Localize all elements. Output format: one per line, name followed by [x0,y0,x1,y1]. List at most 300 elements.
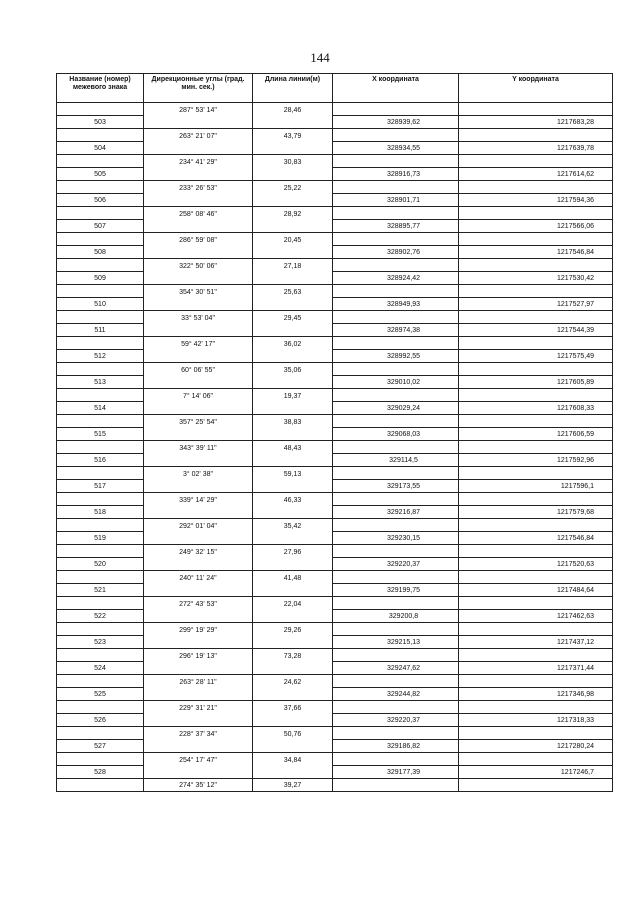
table-row-segment [57,571,613,584]
length-cell [253,376,333,389]
angle-cell: 59° 42' 17" [144,337,253,350]
angle-cell [144,532,253,545]
point-name-cell: 511 [57,324,144,337]
table-row-segment [57,181,613,194]
point-name-cell: 526 [57,714,144,727]
y-coordinate-cell [459,779,613,792]
y-coordinate-cell: 1217346,98 [459,688,613,701]
length-cell: 28,46 [253,103,333,116]
angle-cell: 33° 53' 04" [144,311,253,324]
x-coordinate-cell: 328902,76 [333,246,459,259]
angle-cell: 229° 31' 21" [144,701,253,714]
length-cell: 35,06 [253,363,333,376]
point-name-cell: 519 [57,532,144,545]
point-name-cell [57,337,144,350]
x-coordinate-cell: 329216,87 [333,506,459,519]
length-cell: 38,83 [253,415,333,428]
x-coordinate-cell [333,337,459,350]
angle-cell: 296° 19' 13" [144,649,253,662]
table-row-point [57,376,613,389]
angle-cell [144,428,253,441]
point-name-cell [57,597,144,610]
y-coordinate-cell [459,259,613,272]
x-coordinate-cell: 329173,55 [333,480,459,493]
length-cell [253,298,333,311]
point-name-cell [57,155,144,168]
table-row-segment [57,493,613,506]
x-coordinate-cell [333,311,459,324]
table-row-segment [57,363,613,376]
x-coordinate-cell: 329029,24 [333,402,459,415]
length-cell: 48,43 [253,441,333,454]
point-name-cell: 508 [57,246,144,259]
length-cell: 43,79 [253,129,333,142]
table-row-point [57,610,613,623]
point-name-cell: 512 [57,350,144,363]
table-row-point [57,636,613,649]
point-name-cell [57,415,144,428]
x-coordinate-cell [333,467,459,480]
angle-cell: 274° 35' 12" [144,779,253,792]
point-name-cell [57,493,144,506]
angle-cell [144,480,253,493]
point-name-cell [57,779,144,792]
y-coordinate-cell: 1217575,49 [459,350,613,363]
table-row-point [57,246,613,259]
point-name-cell: 514 [57,402,144,415]
table-row-segment [57,701,613,714]
y-coordinate-cell [459,519,613,532]
length-cell: 30,83 [253,155,333,168]
table-row-segment [57,623,613,636]
point-name-cell [57,467,144,480]
y-coordinate-cell [459,415,613,428]
point-name-cell: 507 [57,220,144,233]
y-coordinate-cell [459,207,613,220]
table-row-segment [57,129,613,142]
length-cell [253,506,333,519]
length-cell [253,454,333,467]
angle-cell [144,740,253,753]
point-name-cell: 524 [57,662,144,675]
table-row-segment [57,233,613,246]
angle-cell: 354° 30' 51" [144,285,253,298]
point-name-cell [57,545,144,558]
y-coordinate-cell [459,675,613,688]
length-cell: 50,76 [253,727,333,740]
point-name-cell: 509 [57,272,144,285]
angle-cell: 60° 06' 55" [144,363,253,376]
y-coordinate-cell: 1217527,97 [459,298,613,311]
y-coordinate-cell: 1217371,44 [459,662,613,675]
length-cell [253,142,333,155]
table-row-segment [57,415,613,428]
table-row-segment [57,337,613,350]
y-coordinate-cell: 1217614,62 [459,168,613,181]
y-coordinate-cell: 1217592,96 [459,454,613,467]
x-coordinate-cell: 329220,37 [333,714,459,727]
length-cell [253,428,333,441]
length-cell [253,766,333,779]
x-coordinate-cell [333,441,459,454]
angle-cell: 272° 43' 53" [144,597,253,610]
point-name-cell [57,233,144,246]
x-coordinate-cell: 329230,15 [333,532,459,545]
angle-cell [144,610,253,623]
angle-cell: 322° 50' 06" [144,259,253,272]
table-row-point [57,142,613,155]
table-row-point [57,272,613,285]
table-row-point [57,662,613,675]
length-cell [253,116,333,129]
y-coordinate-cell: 1217544,39 [459,324,613,337]
y-coordinate-cell: 1217606,59 [459,428,613,441]
x-coordinate-cell: 328949,93 [333,298,459,311]
length-cell [253,714,333,727]
table-row-point [57,428,613,441]
header-row [57,74,613,103]
angle-cell: 254° 17' 47" [144,753,253,766]
length-cell [253,480,333,493]
x-coordinate-cell: 329247,62 [333,662,459,675]
y-coordinate-cell: 1217530,42 [459,272,613,285]
y-coordinate-cell: 1217520,63 [459,558,613,571]
length-cell: 39,27 [253,779,333,792]
x-coordinate-cell [333,129,459,142]
angle-cell: 357° 25' 54" [144,415,253,428]
table-row-segment [57,649,613,662]
table-row-segment [57,675,613,688]
y-coordinate-cell [459,623,613,636]
angle-cell [144,298,253,311]
point-name-cell [57,103,144,116]
angle-cell: 299° 19' 29" [144,623,253,636]
length-cell: 27,96 [253,545,333,558]
point-name-cell: 520 [57,558,144,571]
length-cell [253,688,333,701]
angle-cell: 228° 37' 34" [144,727,253,740]
point-name-cell: 504 [57,142,144,155]
table-row-segment [57,207,613,220]
angle-cell [144,584,253,597]
header-boundary-mark-name: Название (номер) межевого знака [57,74,144,103]
x-coordinate-cell [333,207,459,220]
x-coordinate-cell [333,649,459,662]
length-cell [253,610,333,623]
point-name-cell [57,259,144,272]
point-name-cell [57,519,144,532]
table-body [57,103,613,792]
y-coordinate-cell [459,337,613,350]
length-cell: 19,37 [253,389,333,402]
x-coordinate-cell: 329177,39 [333,766,459,779]
x-coordinate-cell [333,415,459,428]
x-coordinate-cell: 328939,62 [333,116,459,129]
point-name-cell: 516 [57,454,144,467]
point-name-cell [57,649,144,662]
point-name-cell: 518 [57,506,144,519]
length-cell: 28,92 [253,207,333,220]
length-cell: 34,84 [253,753,333,766]
y-coordinate-cell [459,363,613,376]
length-cell: 41,48 [253,571,333,584]
angle-cell [144,246,253,259]
x-coordinate-cell: 328895,77 [333,220,459,233]
length-cell: 22,04 [253,597,333,610]
table-row-segment [57,467,613,480]
point-name-cell [57,311,144,324]
angle-cell [144,714,253,727]
y-coordinate-cell [459,155,613,168]
length-cell: 25,22 [253,181,333,194]
length-cell [253,246,333,259]
y-coordinate-cell: 1217579,68 [459,506,613,519]
angle-cell [144,220,253,233]
y-coordinate-cell [459,129,613,142]
table-row-point [57,740,613,753]
length-cell [253,168,333,181]
x-coordinate-cell: 329010,02 [333,376,459,389]
x-coordinate-cell [333,155,459,168]
angle-cell: 258° 08' 46" [144,207,253,220]
y-coordinate-cell [459,103,613,116]
table-row-point [57,688,613,701]
length-cell [253,558,333,571]
length-cell: 59,13 [253,467,333,480]
length-cell [253,324,333,337]
table-row-segment [57,259,613,272]
table-row-point [57,350,613,363]
header-line-length: Длина линии(м) [253,74,333,103]
length-cell: 20,45 [253,233,333,246]
angle-cell [144,350,253,363]
angle-cell: 263° 21' 07" [144,129,253,142]
y-coordinate-cell: 1217596,1 [459,480,613,493]
x-coordinate-cell [333,389,459,402]
length-cell [253,740,333,753]
y-coordinate-cell [459,597,613,610]
y-coordinate-cell [459,389,613,402]
x-coordinate-cell [333,259,459,272]
angle-cell: 339° 14' 29" [144,493,253,506]
angle-cell [144,766,253,779]
point-name-cell: 505 [57,168,144,181]
y-coordinate-cell [459,727,613,740]
point-name-cell [57,701,144,714]
table-row-segment [57,311,613,324]
angle-cell: 7° 14' 06" [144,389,253,402]
table-row-segment [57,103,613,116]
x-coordinate-cell: 328924,42 [333,272,459,285]
table-row-segment [57,155,613,168]
table-row-point [57,584,613,597]
point-name-cell [57,129,144,142]
y-coordinate-cell: 1217246,7 [459,766,613,779]
point-name-cell: 527 [57,740,144,753]
length-cell: 24,62 [253,675,333,688]
point-name-cell: 513 [57,376,144,389]
point-name-cell: 521 [57,584,144,597]
x-coordinate-cell [333,727,459,740]
point-name-cell: 503 [57,116,144,129]
table-row-segment [57,285,613,298]
length-cell [253,402,333,415]
angle-cell: 292° 01' 04" [144,519,253,532]
x-coordinate-cell [333,675,459,688]
y-coordinate-cell: 1217683,28 [459,116,613,129]
x-coordinate-cell [333,103,459,116]
length-cell: 36,02 [253,337,333,350]
y-coordinate-cell [459,493,613,506]
angle-cell: 287° 53' 14" [144,103,253,116]
point-name-cell [57,675,144,688]
header-y-coordinate: Y координата [459,74,613,103]
table-row-segment [57,597,613,610]
point-name-cell [57,623,144,636]
x-coordinate-cell: 329068,03 [333,428,459,441]
y-coordinate-cell: 1217437,12 [459,636,613,649]
x-coordinate-cell [333,701,459,714]
length-cell [253,220,333,233]
length-cell: 73,28 [253,649,333,662]
length-cell [253,584,333,597]
length-cell [253,272,333,285]
table-row-point [57,194,613,207]
x-coordinate-cell [333,493,459,506]
x-coordinate-cell [333,181,459,194]
angle-cell [144,662,253,675]
point-name-cell: 528 [57,766,144,779]
y-coordinate-cell: 1217605,89 [459,376,613,389]
point-name-cell [57,181,144,194]
point-name-cell [57,571,144,584]
x-coordinate-cell [333,519,459,532]
length-cell [253,636,333,649]
point-name-cell [57,441,144,454]
point-name-cell [57,753,144,766]
x-coordinate-cell: 328992,55 [333,350,459,363]
y-coordinate-cell: 1217318,33 [459,714,613,727]
header-x-coordinate: X координата [333,74,459,103]
angle-cell [144,558,253,571]
table-header [57,74,613,103]
point-name-cell [57,727,144,740]
y-coordinate-cell [459,467,613,480]
length-cell: 27,18 [253,259,333,272]
x-coordinate-cell: 329114,5 [333,454,459,467]
point-name-cell: 523 [57,636,144,649]
y-coordinate-cell: 1217546,84 [459,532,613,545]
length-cell: 46,33 [253,493,333,506]
y-coordinate-cell [459,181,613,194]
y-coordinate-cell: 1217546,84 [459,246,613,259]
angle-cell: 249° 32' 15" [144,545,253,558]
y-coordinate-cell: 1217639,78 [459,142,613,155]
y-coordinate-cell [459,753,613,766]
table-row-point [57,766,613,779]
angle-cell [144,142,253,155]
table-row-point [57,116,613,129]
point-name-cell: 515 [57,428,144,441]
x-coordinate-cell: 329244,82 [333,688,459,701]
boundary-coordinates-table [56,73,613,792]
angle-cell: 233° 26' 53" [144,181,253,194]
point-name-cell: 510 [57,298,144,311]
angle-cell: 286° 59' 08" [144,233,253,246]
angle-cell: 234° 41' 29" [144,155,253,168]
x-coordinate-cell [333,545,459,558]
angle-cell [144,376,253,389]
x-coordinate-cell [333,597,459,610]
table-row-point [57,506,613,519]
y-coordinate-cell: 1217462,63 [459,610,613,623]
y-coordinate-cell [459,649,613,662]
x-coordinate-cell [333,779,459,792]
angle-cell: 240° 11' 24" [144,571,253,584]
x-coordinate-cell [333,571,459,584]
angle-cell [144,688,253,701]
page-number: 144 [310,50,330,65]
angle-cell: 343° 39' 11" [144,441,253,454]
point-name-cell [57,389,144,402]
table-row-segment [57,441,613,454]
table-row-segment [57,753,613,766]
length-cell: 37,66 [253,701,333,714]
x-coordinate-cell [333,753,459,766]
table-row-point [57,714,613,727]
angle-cell [144,116,253,129]
table-row-point [57,220,613,233]
y-coordinate-cell: 1217484,64 [459,584,613,597]
x-coordinate-cell [333,623,459,636]
y-coordinate-cell [459,441,613,454]
y-coordinate-cell [459,233,613,246]
x-coordinate-cell [333,285,459,298]
x-coordinate-cell: 328901,71 [333,194,459,207]
x-coordinate-cell: 328974,38 [333,324,459,337]
length-cell: 35,42 [253,519,333,532]
table-row-segment [57,519,613,532]
x-coordinate-cell: 329200,8 [333,610,459,623]
angle-cell: 3° 02' 38" [144,467,253,480]
angle-cell [144,194,253,207]
table-row-point [57,168,613,181]
y-coordinate-cell: 1217280,24 [459,740,613,753]
angle-cell [144,168,253,181]
point-name-cell: 522 [57,610,144,623]
table-row-point [57,532,613,545]
y-coordinate-cell [459,701,613,714]
angle-cell [144,324,253,337]
point-name-cell [57,207,144,220]
angle-cell [144,636,253,649]
angle-cell [144,506,253,519]
table-row-point [57,480,613,493]
point-name-cell: 506 [57,194,144,207]
length-cell [253,350,333,363]
angle-cell [144,272,253,285]
y-coordinate-cell [459,571,613,584]
table-row-segment [57,389,613,402]
length-cell: 29,45 [253,311,333,324]
table-row-point [57,298,613,311]
point-name-cell [57,363,144,376]
x-coordinate-cell: 329186,82 [333,740,459,753]
angle-cell [144,454,253,467]
table-row-segment [57,545,613,558]
angle-cell [144,402,253,415]
table-row-point [57,324,613,337]
